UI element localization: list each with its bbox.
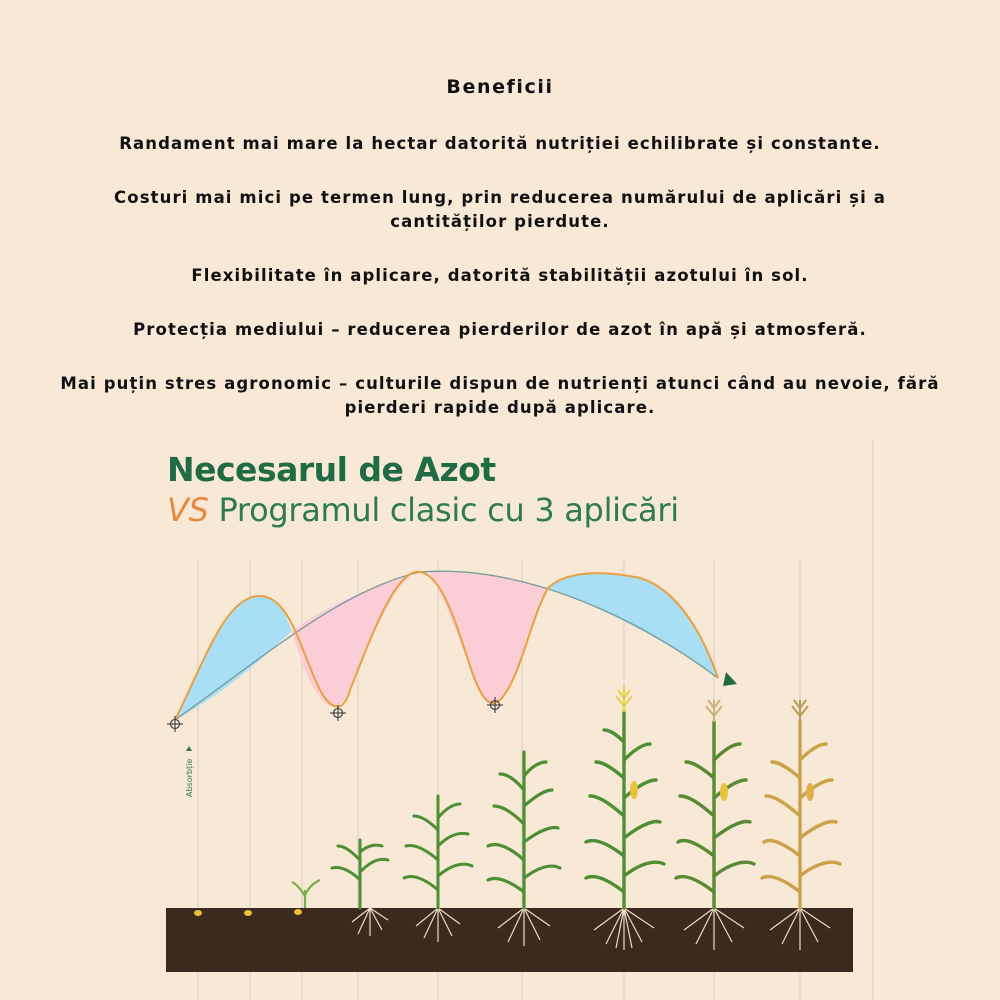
application-marker-icon xyxy=(330,705,346,721)
tassel-icon xyxy=(792,700,808,722)
absorption-axis-label: Absorbție xyxy=(185,758,194,797)
application-marker-icon xyxy=(167,716,183,732)
benefit-item: Protecția mediului – reducerea pierderilor de azot în apă și atmosferă. xyxy=(133,320,867,339)
sprout-icon xyxy=(292,880,320,908)
vs-label: VS xyxy=(167,491,209,529)
diagram-title xyxy=(167,450,679,529)
corn-plant-icon xyxy=(762,722,840,908)
arrow-head-icon xyxy=(723,672,737,686)
deficit-area xyxy=(428,572,548,703)
corn-plant-icon xyxy=(332,840,388,908)
tassel-icon xyxy=(616,686,632,712)
benefit-item: Costuri mai mici pe termen lung, prin reducerea numărului de aplicări și a cantităților pierdute. xyxy=(114,188,886,231)
benefit-item: Randament mai mare la hectar datorită nutriției echilibrate și constante. xyxy=(119,134,881,153)
corn-plant-icon xyxy=(404,796,472,908)
corn-cob-icon xyxy=(630,781,638,799)
axis-arrow-icon xyxy=(186,746,192,751)
corn-plant-icon xyxy=(488,752,560,908)
tassel-icon xyxy=(706,700,722,722)
surplus-area xyxy=(175,596,292,720)
diagram-title-line2 xyxy=(167,491,679,529)
corn-cob-icon xyxy=(720,783,728,801)
surplus-area xyxy=(548,573,718,678)
corn-cob-icon xyxy=(806,783,814,801)
benefit-item: Mai puțin stres agronomic – culturile dispun de nutrienți atunci când au nevoie, fără pierderi rapide după aplicare. xyxy=(60,374,940,417)
corn-plant-icon xyxy=(676,722,754,908)
diagram-subtitle: Programul clasic cu 3 aplicări xyxy=(218,491,679,529)
diagram-title-line1: Necesarul de Azot xyxy=(167,450,496,489)
benefit-item: Flexibilitate în aplicare, datorită stabilității azotului în sol. xyxy=(191,266,809,285)
corn-plant-icon xyxy=(586,712,664,908)
benefits-heading: Beneficii xyxy=(446,76,554,98)
